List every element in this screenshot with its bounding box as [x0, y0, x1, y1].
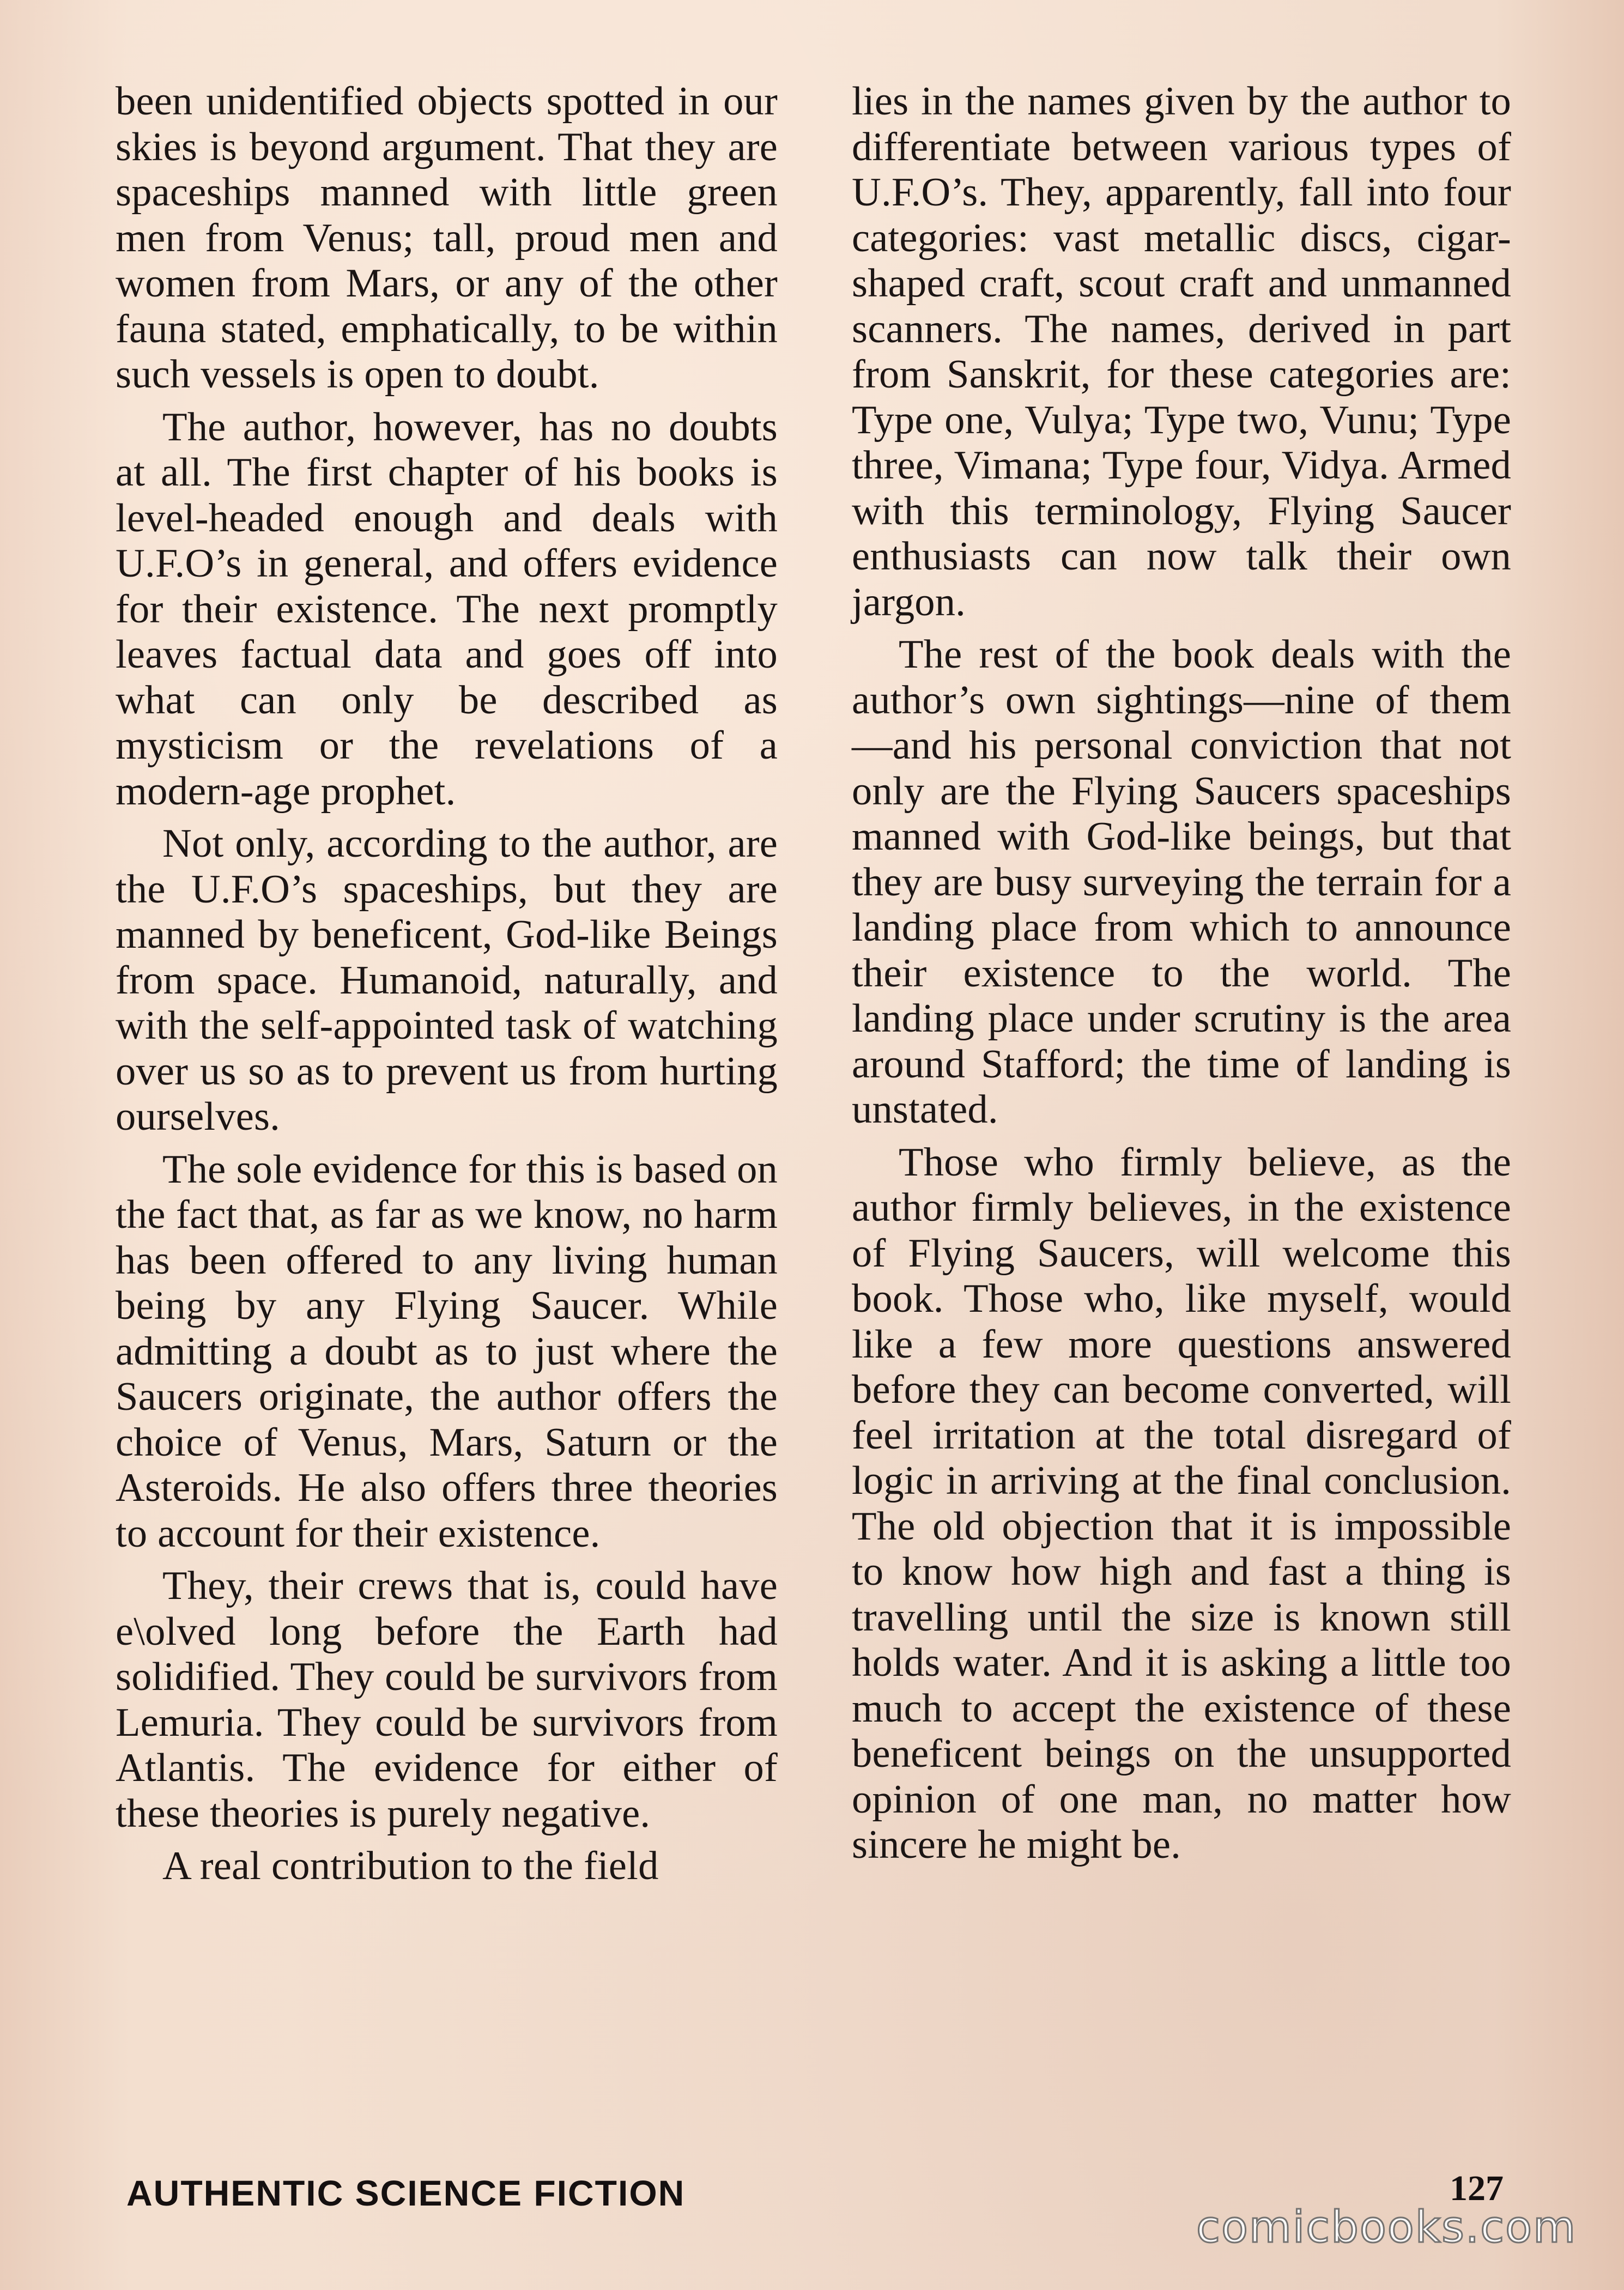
paragraph: The rest of the book deals with the author’s own sightings—nine of them—and his personal conviction that not only are the Flying Saucers spaceships manned with God-like beings, but that they are busy surveying the terrain for a landing place from which to announce their existence to the world. The landing place under scrutiny is the area around Stafford; the time of landing is unstated. [852, 632, 1511, 1132]
paragraph: The sole evidence for this is based on the fact that, as far as we know, no harm has been offered to any living human being by any Flying Saucer. While admitting a doubt as to just where the Saucers originate, the author offers the choice of Venus, Mars, Saturn or the Asteroids. He also offers three theories to account for their existence. [116, 1147, 778, 1556]
paragraph: A real contribution to the field [162, 1844, 659, 1888]
paragraph: Not only, according to the author, are the U.F.O’s spaceships, but they are manned by beneficent, God-like Beings from space. Humanoid, naturally, and with the self-appointed task of watching over us so as to prevent us from hurting ourselves. [116, 821, 778, 1139]
paragraph: Those who firmly believe, as the author firmly believes, in the existence of Flying Saucers, will welcome this book. Those who, like myself, would like a few more questions answered before they can become converted, will feel irritation at the total disregard of logic in arriving at the final conclusion. The old objection that it is impossible to know how high and fast a thing is travelling until the size is known still holds water. And it is asking a little too much to accept the existence of these beneficent beings on the unsupported opinion of one man, no matter how sincere he might be. [852, 1140, 1511, 1867]
right-text-column [852, 79, 1511, 1868]
paragraph: been unidentified objects spotted in our skies is beyond argument. That they are spaceships manned with little green men from Venus; tall, proud men and women from Mars, or any of the other fauna stated, emphatically, to be within such vessels is open to doubt. [116, 79, 778, 397]
watermark-logo: comicbooks.com [1196, 2202, 1577, 2252]
paragraph: lies in the names given by the author to differentiate between various types of U.F.O’s. They, apparently, fall into four categories: vast metallic discs, cigar-shaped craft, scout craft and unmanned scanners. The names, derived in part from Sanskrit, for these categories are: Type one, Vulya; Type two, Vunu; Type three, Vimana; Type four, Vidya. Armed with this terminology, Flying Saucer enthusiasts can now talk their own jargon. [852, 79, 1511, 625]
paragraph: They, their crews that is, could have e\olved long before the Earth had solidified. They could be survivors from Lemuria. They could be survivors from Atlantis. The evidence for either of these theories is purely negative. [116, 1564, 778, 1836]
paragraph: The author, however, has no doubts at all. The first chapter of his books is level-headed enough and deals with U.F.O’s in general, and offers evidence for their existence. The next promptly leaves factual data and goes off into what can only be described as mysticism or the revelations of a modern-age prophet. [116, 404, 778, 814]
page-number: 127 [1450, 2168, 1504, 2208]
magazine-title-footer: AUTHENTIC SCIENCE FICTION [126, 2173, 686, 2213]
left-text-column [116, 79, 778, 1889]
